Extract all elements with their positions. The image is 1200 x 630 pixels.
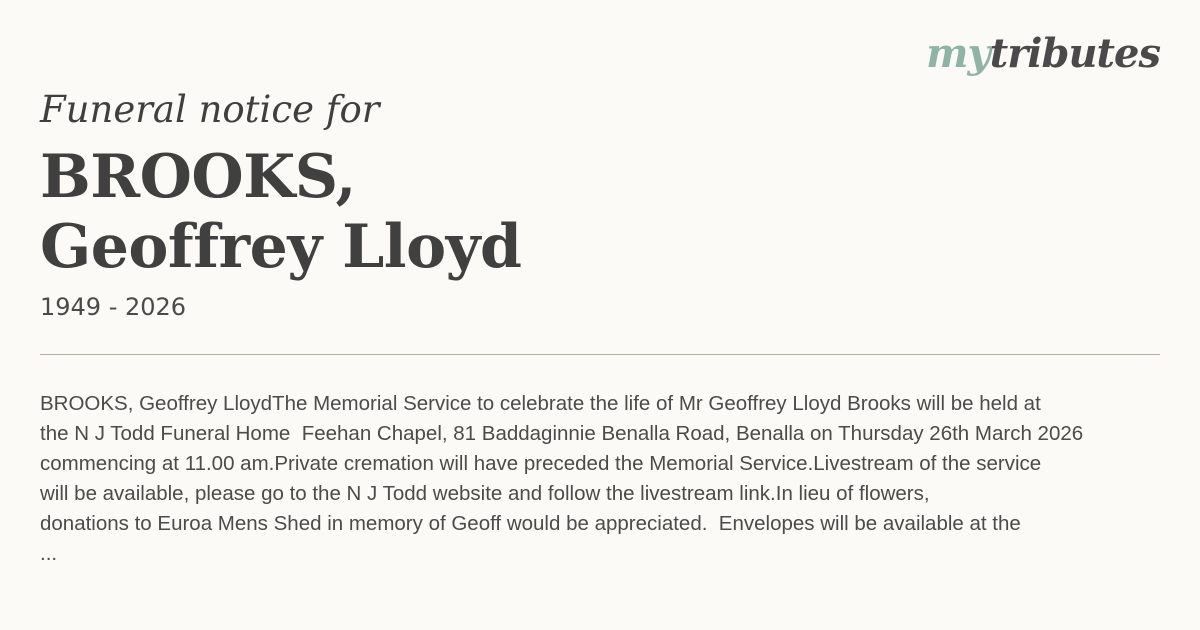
notice-ellipsis: ... <box>40 542 58 565</box>
deceased-name <box>40 142 521 282</box>
life-years: 1949 - 2026 <box>40 293 187 321</box>
deceased-surname: BROOKS, <box>40 142 356 212</box>
notice-body <box>40 389 1160 569</box>
notice-line: commencing at 11.00 am.Private cremation will have preceded the Memorial Service.Livestream of the service <box>40 452 1042 475</box>
logo-tributes: tributes <box>989 30 1160 77</box>
notice-line: will be available, please go to the N J Todd website and follow the livestream link.In lieu of flowers, <box>40 482 930 505</box>
notice-line: donations to Euroa Mens Shed in memory of Geoff would be appreciated. Envelopes will be available at the <box>40 512 1021 535</box>
deceased-given-names: Geoffrey Lloyd <box>40 212 522 282</box>
notice-label: Funeral notice for <box>40 88 380 131</box>
notice-line: the N J Todd Funeral Home Feehan Chapel, 81 Baddaginnie Benalla Road, Benalla on Thursday 26th March 2026 <box>40 422 1084 445</box>
divider <box>40 354 1160 355</box>
mytributes-logo[interactable] <box>926 30 1160 77</box>
logo-my: my <box>926 30 990 77</box>
notice-line: BROOKS, Geoffrey LloydThe Memorial Service to celebrate the life of Mr Geoffrey Lloyd Brooks will be held at <box>40 392 1041 415</box>
